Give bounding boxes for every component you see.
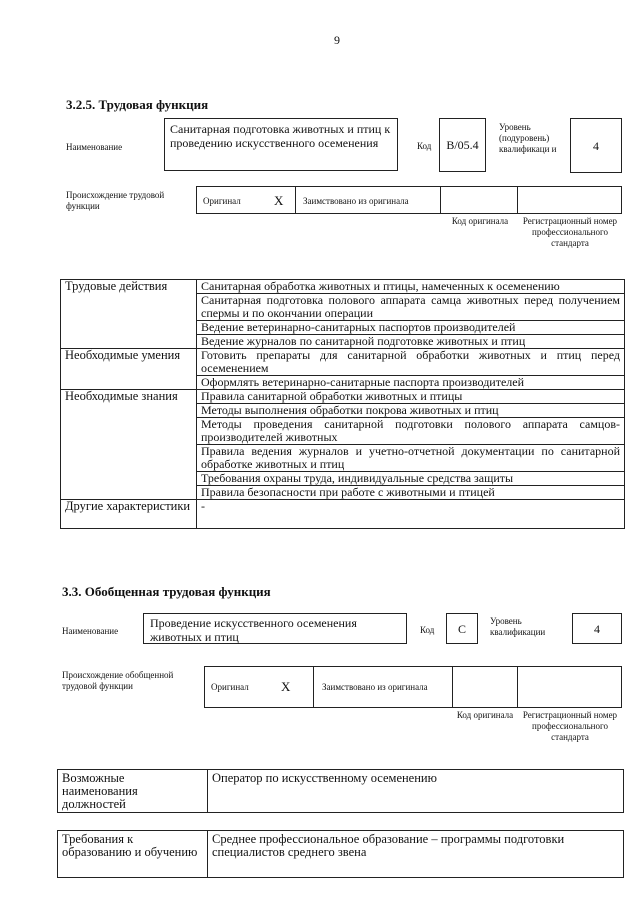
table-row — [61, 349, 625, 376]
code-value: B/05.4 — [446, 138, 479, 152]
positions-table — [57, 769, 624, 813]
origin-label-2: Происхождение обобщенной трудовой функции — [62, 670, 174, 691]
table-cell: Правила ведения журналов и учетно-отчетной документации по санитарной обработке животных и птиц — [197, 445, 625, 472]
table-cell: Санитарная подготовка полового аппарата самца животных перед получением спермы и по окончании операции — [197, 294, 625, 321]
table-cell: Методы выполнения обработки покрова животных и птиц — [197, 404, 625, 418]
table-cell: Правила санитарной обработки животных и птицы — [197, 390, 625, 404]
reg-number-cell-2 — [517, 666, 622, 708]
original-label: Оригинал — [203, 196, 241, 206]
category-cell: Необходимые умения — [61, 349, 197, 390]
table-row — [58, 831, 624, 878]
education-label: Требования к образованию и обучению — [58, 831, 208, 878]
function-name-value: Санитарная подготовка животных и птиц к проведению искусственного осеменения — [170, 122, 391, 150]
original-mark-2: X — [281, 679, 291, 694]
reg-number-caption: Регистрационный номер профессионального стандарта — [522, 216, 618, 248]
category-cell: Необходимые знания — [61, 390, 197, 500]
origin-code-cell-2 — [452, 666, 518, 708]
table-row — [61, 390, 625, 404]
code-value-2: C — [457, 622, 466, 636]
borrowed-label: Заимствовано из оригинала — [303, 196, 409, 206]
original-mark: X — [274, 193, 284, 208]
original-cell — [196, 186, 296, 214]
borrowed-cell — [295, 186, 441, 214]
level-label-2: Уровень квалификации — [490, 616, 546, 637]
code-label: Код — [417, 141, 432, 151]
table-row — [61, 500, 625, 529]
level-label: Уровень (подуровень) квалификаци и — [499, 122, 557, 154]
reg-number-caption-2: Регистрационный номер профессионального стандарта — [522, 710, 618, 742]
function-name-field — [164, 118, 398, 171]
section-heading-3-2-5: 3.2.5. Трудовая функция — [66, 97, 209, 112]
level-field-2 — [572, 613, 622, 644]
table-row — [58, 770, 624, 813]
page-number: 9 — [334, 33, 340, 47]
table-cell: Требования охраны труда, индивидуальные средства защиты — [197, 472, 625, 486]
original-cell-2 — [204, 666, 314, 708]
origin-label: Происхождение трудовой функции — [66, 190, 165, 211]
table-cell: - — [197, 500, 625, 529]
code-label-2: Код — [420, 625, 435, 635]
section-heading-3-3: 3.3. Обобщенная трудовая функция — [62, 584, 271, 599]
code-field-2 — [446, 613, 478, 644]
education-table — [57, 830, 624, 878]
education-value: Среднее профессиональное образование – программы подготовки специалистов среднего звена — [208, 831, 624, 878]
table-cell: Методы проведения санитарной подготовки полового аппарата самцов-производителей животных — [197, 418, 625, 445]
table-cell: Правила безопасности при работе с животными и птицей — [197, 486, 625, 500]
level-field — [570, 118, 622, 173]
table-cell: Ведение журналов по санитарной подготовке животных и птиц — [197, 335, 625, 349]
origin-code-caption-2: Код оригинала — [456, 710, 514, 720]
table-cell: Оформлять ветеринарно-санитарные паспорта производителей — [197, 376, 625, 390]
table-row — [61, 280, 625, 294]
generalized-function-name-field — [143, 613, 407, 644]
origin-code-caption: Код оригинала — [451, 216, 509, 226]
table-cell: Готовить препараты для санитарной обработки животных и птиц перед осеменением — [197, 349, 625, 376]
origin-code-cell — [440, 186, 518, 214]
original-label-2: Оригинал — [211, 682, 249, 692]
function-table — [60, 279, 625, 529]
code-field — [439, 118, 486, 172]
level-value: 4 — [593, 139, 599, 153]
borrowed-cell-2 — [313, 666, 453, 708]
table-cell: Ведение ветеринарно-санитарных паспортов производителей — [197, 321, 625, 335]
generalized-function-name-value: Проведение искусственного осеменения животных и птиц — [150, 616, 357, 644]
level-value-2: 4 — [594, 622, 600, 636]
positions-label: Возможные наименования должностей — [58, 770, 208, 813]
name-label: Наименование — [66, 142, 123, 152]
positions-value: Оператор по искусственному осеменению — [208, 770, 624, 813]
borrowed-label-2: Заимствовано из оригинала — [322, 682, 428, 692]
category-cell: Другие характеристики — [61, 500, 197, 529]
table-cell: Санитарная обработка животных и птицы, намеченных к осеменению — [197, 280, 625, 294]
reg-number-cell — [517, 186, 622, 214]
category-cell: Трудовые действия — [61, 280, 197, 349]
name-label-2: Наименование — [62, 626, 119, 636]
